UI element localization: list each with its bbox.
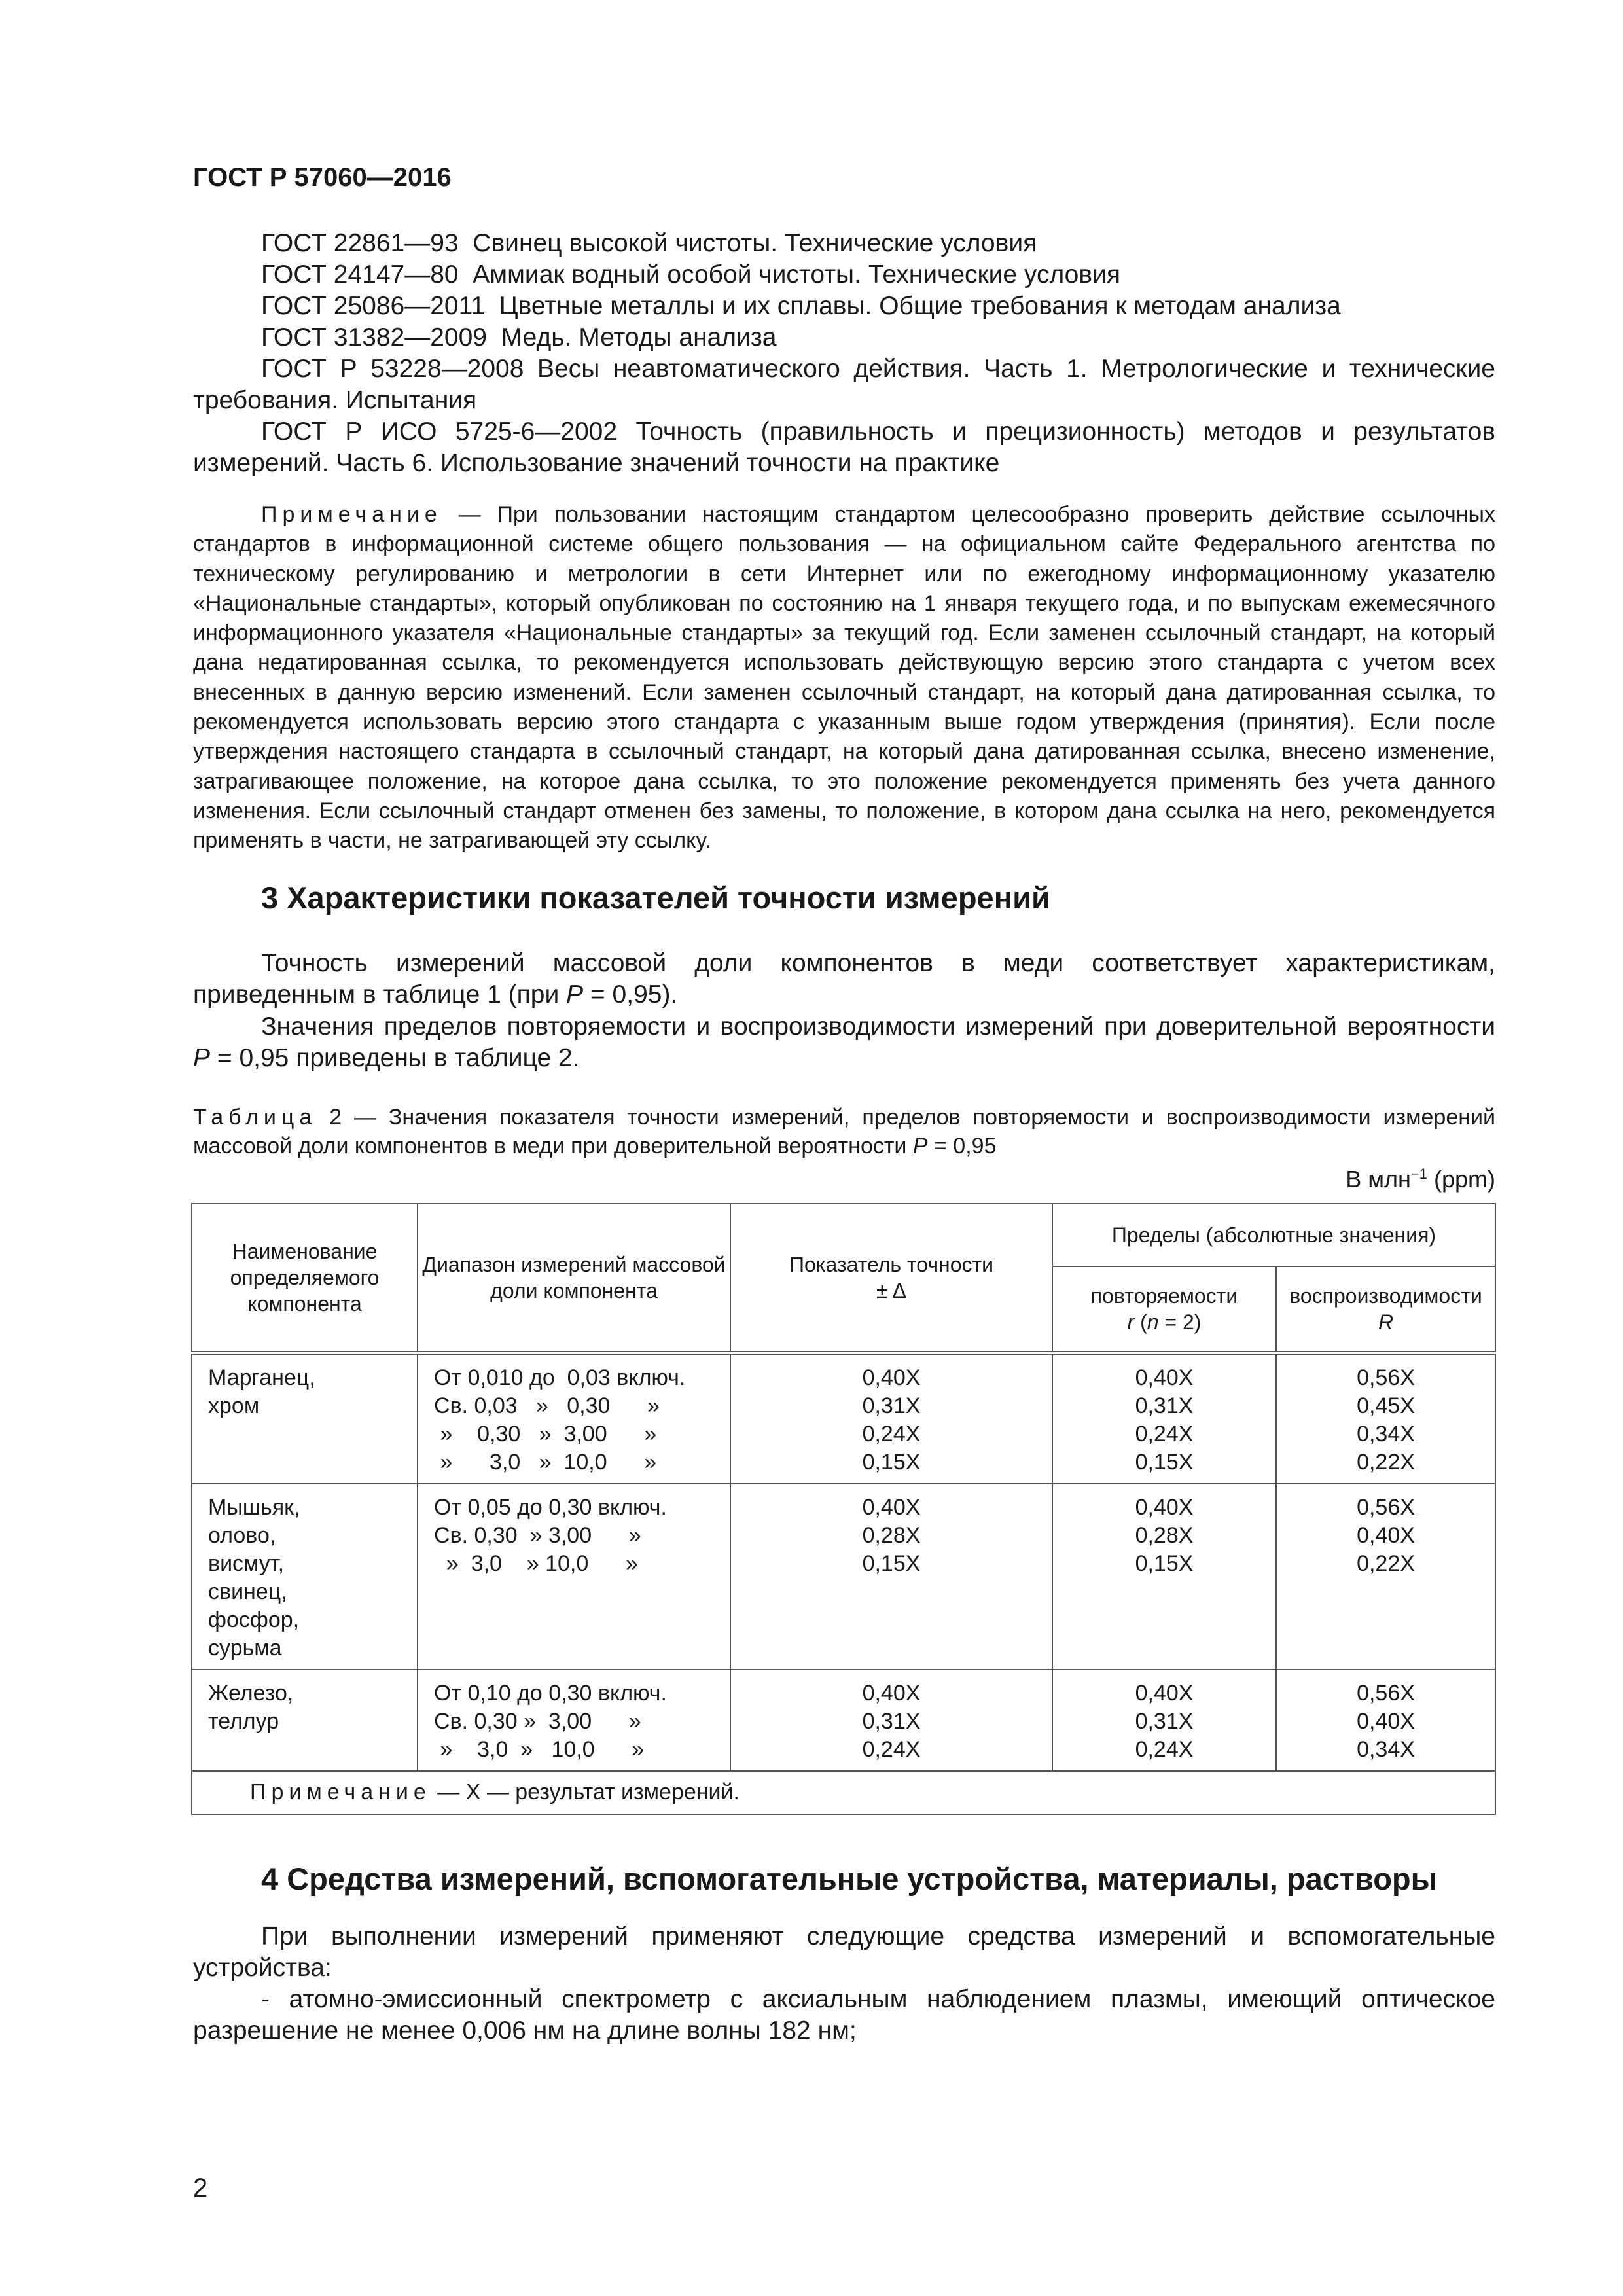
symbol-text: (: [1134, 1310, 1147, 1334]
cell-component: [192, 1484, 418, 1670]
cell-line: сурьма: [208, 1636, 282, 1660]
cell-reproducibility: [1276, 1670, 1495, 1771]
header-accuracy-symbol: ± Δ: [876, 1279, 907, 1302]
table-row: [192, 1484, 1495, 1670]
cell-repeatability: [1052, 1484, 1276, 1670]
cell-line: » 3,0 » 10,0 »: [434, 1737, 645, 1762]
reference-title: Медь. Методы анализа: [501, 323, 777, 351]
cell-line: 0,45X: [1357, 1393, 1415, 1418]
cell-line: 0,31X: [862, 1709, 921, 1734]
reference-code: ГОСТ 25086—2011: [261, 292, 486, 320]
reference-code: ГОСТ 22861—93: [261, 229, 459, 257]
table-note: [192, 1771, 1495, 1814]
cell-accuracy: [730, 1484, 1052, 1670]
section-3-paragraph-1: [193, 948, 1495, 1011]
cell-range: [418, 1670, 730, 1771]
cell-line: Марганец,: [208, 1365, 315, 1390]
cell-line: Св. 0,30 » 3,00 »: [434, 1523, 641, 1548]
cell-line: 0,24X: [862, 1737, 921, 1762]
normative-references: [193, 228, 1495, 479]
document-id: ГОСТ Р 57060—2016: [193, 163, 452, 192]
header-repeatability: [1052, 1266, 1276, 1353]
table-row: [192, 1670, 1495, 1771]
caption-text: = 0,95: [927, 1134, 997, 1158]
unit-text: (ppm): [1427, 1166, 1495, 1193]
cell-line: 0,31X: [862, 1393, 921, 1418]
cell-line: 0,28X: [1135, 1523, 1194, 1548]
reference-item: [193, 322, 1495, 353]
cell-line: 0,15X: [862, 1551, 921, 1576]
cell-line: От 0,10 до 0,30 включ.: [434, 1681, 667, 1706]
table-row: [192, 1353, 1495, 1484]
header-repeatability-symbol: [1053, 1309, 1275, 1335]
cell-line: 0,31X: [1135, 1393, 1194, 1418]
cell-line: 0,34X: [1357, 1422, 1415, 1446]
header-limits: Пределы (абсолютные значения): [1052, 1204, 1495, 1266]
header-reproducibility: [1276, 1266, 1495, 1353]
symbol-text: = 2): [1158, 1310, 1202, 1334]
table-note-row: [192, 1771, 1495, 1814]
cell-line: 0,24X: [862, 1422, 921, 1446]
cell-line: » 3,0 » 10,0 »: [434, 1551, 638, 1576]
cell-line: 0,22X: [1357, 1450, 1415, 1475]
paragraph-text: Точность измерений массовой доли компонентов в меди соответствует характеристикам, приведенным в таблице 1 (при: [193, 949, 1495, 1009]
paragraph-text: = 0,95).: [583, 980, 678, 1009]
section-4-paragraph-2: - атомно-эмиссионный спектрометр с аксиальным наблюдением плазмы, имеющий оптическое разрешение не менее 0,006 нм на длине волны 182 нм;: [193, 1985, 1495, 2045]
section-3-title: 3 Характеристики показателей точности измерений: [261, 880, 1050, 915]
cell-line: 0,31X: [1135, 1709, 1194, 1734]
section-4-paragraph-1: При выполнении измерений применяют следующие средства измерений и вспомогательные устройства:: [193, 1922, 1495, 1982]
reference-code: ГОСТ 31382—2009: [261, 323, 488, 351]
cell-component: [192, 1353, 418, 1484]
cell-line: От 0,05 до 0,30 включ.: [434, 1495, 667, 1520]
cell-line: 0,56X: [1357, 1365, 1415, 1390]
header-accuracy-label: Показатель точности: [789, 1253, 994, 1276]
cell-line: От 0,010 до 0,03 включ.: [434, 1365, 686, 1390]
reference-title: Цветные металлы и их сплавы. Общие требования к методам анализа: [499, 292, 1341, 320]
reference-code: ГОСТ 24147—80: [261, 260, 459, 289]
reference-item: [193, 228, 1495, 259]
cell-range: [418, 1353, 730, 1484]
cell-line: висмут,: [208, 1551, 285, 1576]
cell-line: » 3,0 » 10,0 »: [434, 1450, 657, 1475]
header-reproducibility-symbol: [1277, 1309, 1495, 1335]
cell-line: 0,56X: [1357, 1681, 1415, 1706]
cell-line: 0,15X: [1135, 1450, 1194, 1475]
header-reproducibility-label: воспроизводимости: [1289, 1284, 1482, 1308]
cell-line: хром: [208, 1393, 260, 1418]
page-number: 2: [193, 2174, 208, 2202]
cell-repeatability: [1052, 1670, 1276, 1771]
cell-line: 0,40X: [1357, 1709, 1415, 1734]
reference-title: Аммиак водный особой чистоты. Технические условия: [473, 260, 1120, 289]
cell-line: 0,56X: [1357, 1495, 1415, 1520]
table-2-caption: [193, 1103, 1495, 1160]
paragraph-text: Значения пределов повторяемости и воспроизводимости измерений при доверительной вероятности: [261, 1013, 1495, 1041]
reference-title: Свинец высокой чистоты. Технические условия: [473, 229, 1037, 257]
variable-r: r: [1127, 1310, 1135, 1334]
cell-accuracy: [730, 1670, 1052, 1771]
cell-line: 0,40X: [862, 1495, 921, 1520]
cell-line: Св. 0,30 » 3,00 »: [434, 1709, 641, 1734]
header-repeatability-label: повторяемости: [1090, 1284, 1238, 1308]
table-2: [191, 1203, 1496, 1815]
cell-line: 0,28X: [862, 1523, 921, 1548]
cell-accuracy: [730, 1353, 1052, 1484]
cell-range: [418, 1484, 730, 1670]
cell-repeatability: [1052, 1353, 1276, 1484]
cell-line: 0,22X: [1357, 1551, 1415, 1576]
reference-item-long: ГОСТ Р 53228—2008 Весы неавтоматического действия. Часть 1. Метрологические и технические требования. Испытания: [193, 355, 1495, 414]
cell-component: [192, 1670, 418, 1771]
paragraph-text: = 0,95 приведены в таблице 2.: [210, 1044, 580, 1072]
cell-line: фосфор,: [208, 1607, 300, 1632]
variable-n: n: [1147, 1310, 1159, 1334]
variable-p: P: [566, 980, 584, 1009]
cell-line: свинец,: [208, 1579, 287, 1604]
caption-label: Таблица: [193, 1105, 317, 1130]
cell-reproducibility: [1276, 1353, 1495, 1484]
variable-r-capital: R: [1378, 1310, 1394, 1334]
cell-line: олово,: [208, 1523, 276, 1548]
section-4-title: 4 Средства измерений, вспомогательные устройства, материалы, растворы: [261, 1861, 1437, 1896]
caption-text: 2 — Значения показателя точности измерений, пределов повторяемости и воспроизводимости измерений массовой доли компонентов в меди при доверительной вероятности: [193, 1105, 1495, 1158]
cell-line: теллур: [208, 1709, 279, 1734]
section-3-paragraph-2: [193, 1011, 1495, 1074]
cell-line: Св. 0,03 » 0,30 »: [434, 1393, 660, 1418]
table-unit: [1243, 1160, 1495, 1194]
note-label: Примечание: [261, 502, 442, 527]
cell-line: 0,40X: [862, 1365, 921, 1390]
note-text: — При пользовании настоящим стандартом целесообразно проверить действие ссылочных стандартов в информационной системе общего пользования — на официальном сайте Федерального агентства по техническому регулированию и метрологии в сети Интернет или по ежегодному информационному указателю «Национальные стандарты», который опубликован по состоянию на 1 января текущего года, и по выпускам ежемесячного информационного указателя «Национальные стандарты» за текущий год. Если заменен ссылочный стандарт, на который дана недатированная ссылка, то рекомендуется использовать действующую версию этого стандарта с учетом всех внесенных в данную версию изменений. Если заменен ссылочный стандарт, на который дана датированная ссылка, то рекомендуется использовать версию этого стандарта с указанным выше годом утверждения (принятия). Если после утверждения настоящего стандарта в ссылочный стандарт, на который дана датированная ссылка, внесено изменение, затрагивающее положение, на которое дана ссылка, то это положение рекомендуется применять без учета данного изменения. Если ссылочный стандарт отменен без замены, то положение, в котором дана ссылка на него, рекомендуется применять в части, не затрагивающей эту ссылку.: [193, 502, 1495, 853]
cell-line: 0,15X: [1135, 1551, 1194, 1576]
variable-p: P: [912, 1134, 928, 1158]
cell-reproducibility: [1276, 1484, 1495, 1670]
cell-line: 0,40X: [1135, 1495, 1194, 1520]
header-range: Диапазон измерений массовой доли компонента: [418, 1204, 730, 1353]
variable-p: P: [193, 1044, 211, 1072]
cell-line: 0,24X: [1135, 1737, 1194, 1762]
header-component: Наименование определяемого компонента: [192, 1204, 418, 1353]
cell-line: 0,40X: [1357, 1523, 1415, 1548]
cell-line: » 0,30 » 3,00 »: [434, 1422, 657, 1446]
note-text: — X — результат измерений.: [431, 1780, 740, 1804]
reference-item-long: ГОСТ Р ИСО 5725-6—2002 Точность (правильность и прецизионность) методов и результатов измерений. Часть 6. Использование значений точности на практике: [193, 418, 1495, 477]
cell-line: 0,24X: [1135, 1422, 1194, 1446]
reference-item: [193, 291, 1495, 322]
cell-line: 0,34X: [1357, 1737, 1415, 1762]
cell-line: 0,40X: [1135, 1365, 1194, 1390]
header-accuracy: [730, 1204, 1052, 1353]
cell-line: Железо,: [208, 1681, 294, 1706]
cell-line: Мышьяк,: [208, 1495, 300, 1520]
references-note: [193, 500, 1495, 856]
unit-text: В млн: [1346, 1166, 1411, 1193]
cell-line: 0,40X: [862, 1681, 921, 1706]
note-label: Примечание: [250, 1780, 431, 1804]
cell-line: 0,40X: [1135, 1681, 1194, 1706]
cell-line: 0,15X: [862, 1450, 921, 1475]
reference-item: [193, 259, 1495, 291]
unit-exponent: −1: [1410, 1166, 1427, 1182]
